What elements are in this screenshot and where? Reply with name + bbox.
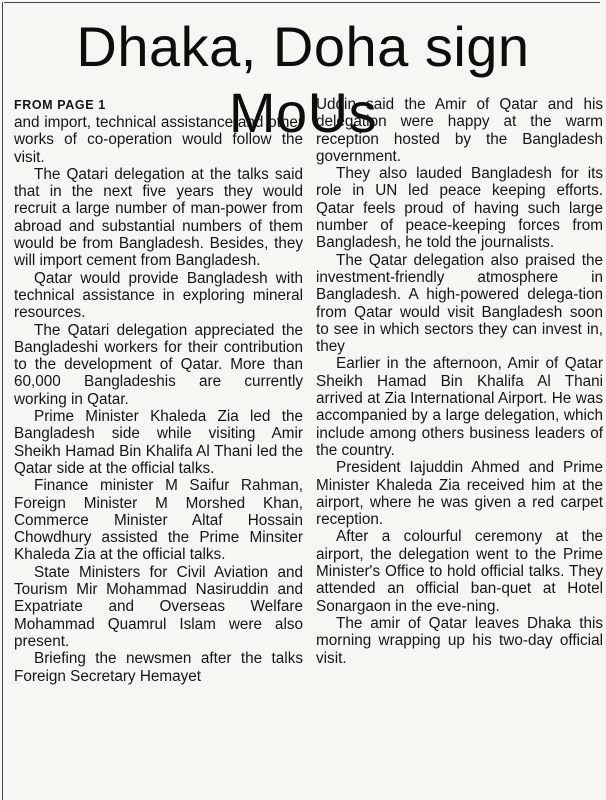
article-paragraph: The Qatari delegation appreciated the Bangladeshi workers for their contribution to the development of Qatar. More than 60,000 Bangladeshis are currently working in Qatar. <box>14 321 303 408</box>
article-paragraph <box>14 97 303 166</box>
article-paragraph: They also lauded Bangladesh for its role in UN led peace keeping efforts. Qatar feels proud of having such large number of peace-keeping forces from Bangladesh, he told the journalists. <box>316 165 603 252</box>
article-paragraph: Qatar would provide Bangladesh with technical assistance in exploring mineral resources. <box>14 269 303 322</box>
article-paragraph: Finance minister M Saifur Rahman, Foreign Minister M Morshed Khan, Commerce Minister Altaf Hossain Chowdhury assisted the Prime Minsiter Khaleda Zia at the official talks. <box>14 477 303 564</box>
article-paragraph: The amir of Qatar leaves Dhaka this morning wrapping up his two-day official visit. <box>316 614 603 667</box>
article-paragraph: Earlier in the afternoon, Amir of Qatar Sheikh Hamad Bin Khalifa Al Thani arrived at Zia International Airport. He was accompanied by a large delegation, which include among others business leaders of the country. <box>316 355 603 459</box>
article-column-left <box>14 97 303 685</box>
article-paragraph: The Qatar delegation also praised the investment-friendly atmosphere in Bangladesh. A high-powered delega-tion from Qatar would visit Bangladesh soon to see in which sectors they can invest in, they <box>316 251 603 356</box>
jump-label: FROM PAGE 1 <box>14 98 106 112</box>
article-paragraph: Briefing the newsmen after the talks Foreign Secretary Hemayet <box>14 650 303 685</box>
article-paragraph: The Qatari delegation at the talks said that in the next five years they would recruit a large number of man-power from abroad and substantial numbers of them would be from Bangladesh. Besides, they will import cement from Bangladesh. <box>14 165 303 270</box>
article-paragraph: President Iajuddin Ahmed and Prime Minister Khaleda Zia received him at the airport, where he was given a red carpet reception. <box>316 459 603 529</box>
article-paragraph: State Ministers for Civil Aviation and Tourism Mir Mohammad Nasiruddin and Expatriate and Overseas Welfare Mohammad Quamrul Islam were also present. <box>14 563 303 650</box>
top-border-rule <box>4 2 600 3</box>
headline: Dhaka, Doha sign MoUs <box>76 15 530 144</box>
article-paragraph: Uddin said the Amir of Qatar and his delegation were happy at the warm reception hosted by the Bangladesh government. <box>316 96 603 165</box>
article-paragraph: After a colourful ceremony at the airport, the delegation went to the Prime Minister's Office to hold official talks. They attended an official ban-quet at Hotel Sonargaon in the eve-ning. <box>316 528 603 615</box>
article-paragraph: Prime Minister Khaleda Zia led the Bangladesh side while visiting Amir Sheikh Hamad Bin Khalifa Al Thani led the Qatar side at the official talks. <box>14 408 303 477</box>
paragraph-text: and import, technical assistance and other works of co-operation would follow the visit. <box>14 114 303 166</box>
article-column-right <box>316 96 603 667</box>
